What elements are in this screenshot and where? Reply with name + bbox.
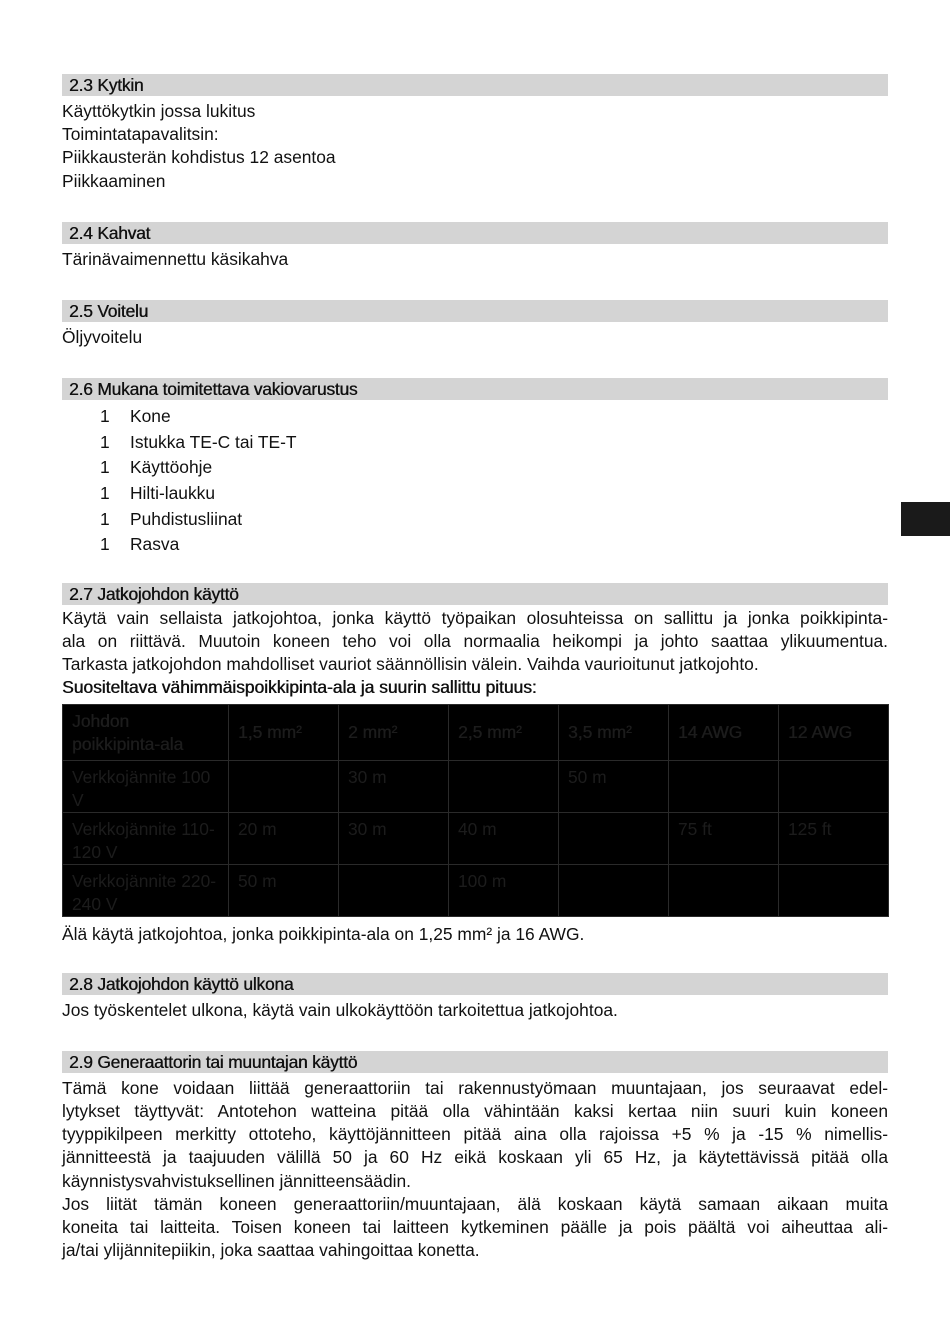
table-cell (229, 761, 339, 813)
table-cell (779, 761, 889, 813)
section-body (62, 999, 888, 1022)
section-paragraph (62, 1077, 888, 1193)
table-cell: 20 m (229, 813, 339, 865)
text-line: Piikkausterän kohdistus 12 asentoa (62, 147, 336, 168)
item-text: Hilti-laukku (130, 482, 216, 503)
section-body (62, 100, 888, 193)
text-line: Piikkaaminen (62, 170, 166, 191)
section-heading: 2.3 Kytkin (62, 74, 888, 96)
table-cell (669, 865, 779, 917)
table-cell (559, 813, 669, 865)
extension-cord-table (62, 704, 889, 917)
text-line: Käytä vain sellaista jatkojohtoa, jonka käyttö työpaikan olosuhteissa on sallittu ja jonka poikkipinta- (62, 607, 888, 628)
table-cell: 30 m (339, 761, 449, 813)
text-line: Tämä kone voidaan liittää generaattoriin tai rakennustyömaan muuntajaan, jos seuraavat edel- (62, 1077, 888, 1098)
text-line: Toimintatapavalitsin: (62, 124, 219, 145)
table-cell: Verkkojännite 220-240 V (63, 865, 229, 917)
table-header-cell: 2,5 mm² (449, 705, 559, 761)
table-caption: Suositeltava vähimmäispoikkipinta-ala ja suurin sallittu pituus: (62, 677, 537, 698)
text-line: Öljyvoitelu (62, 326, 143, 347)
list-item (62, 430, 888, 456)
section-heading: 2.6 Mukana toimitettava vakiovarustus (62, 378, 888, 400)
section-2-8 (62, 973, 888, 1022)
list-item (62, 404, 888, 430)
table-header-row (63, 705, 889, 761)
item-qty: 1 (100, 431, 110, 452)
text-line: Älä käytä jatkojohtoa, jonka poikkipinta-ala on 1,25 mm² ja 16 AWG. (62, 924, 585, 945)
section-body (62, 248, 888, 271)
table-header-cell: 12 AWG (779, 705, 889, 761)
table-cell: 50 m (559, 761, 669, 813)
table-header-cell: Johdon poikkipinta-ala (63, 705, 229, 761)
item-text: Käyttöohje (130, 457, 213, 478)
table-note (62, 923, 888, 946)
text-line: tyyppikilpeen merkitty ottoteho, käyttöjännitteen pitää aina olla rajoissa +5 % ja -15 % nimellis- (62, 1124, 888, 1145)
item-qty: 1 (100, 508, 110, 529)
section-2-3 (62, 74, 888, 193)
text-line: ala on riittävä. Muutoin koneen teho voi olla normaalia heikompi ja johto saattaa ylikuumentua. (62, 630, 888, 651)
language-tab-marker (901, 502, 950, 536)
list-item (62, 455, 888, 481)
table-row (63, 813, 889, 865)
text-line: lytykset täyttyvät: Antotehon watteina pitää olla vähintään kaksi kertaa niin suuri kuin koneen (62, 1101, 888, 1121)
section-heading: 2.9 Generaattorin tai muuntajan käyttö (62, 1051, 888, 1073)
text-line: Käyttökytkin jossa lukitus (62, 101, 256, 121)
section-2-9 (62, 1051, 888, 1263)
section-paragraph (62, 1193, 888, 1263)
table-header-cell: 2 mm² (339, 705, 449, 761)
text-line: jännitteestä ja taajuuden välillä 50 ja 60 Hz eikä koskaan yli 65 Hz, ja käytettävissä pitää olla (62, 1147, 888, 1168)
section-body (62, 326, 888, 349)
table-cell (339, 865, 449, 917)
table-header-cell: 1,5 mm² (229, 705, 339, 761)
section-heading: 2.5 Voitelu (62, 300, 888, 322)
item-text: Rasva (130, 534, 180, 555)
list-item (62, 481, 888, 507)
table-cell (669, 761, 779, 813)
text-line: Tärinävaimennettu käsikahva (62, 248, 289, 269)
section-2-7 (62, 583, 888, 947)
section-heading: 2.4 Kahvat (62, 222, 888, 244)
table-cell (449, 761, 559, 813)
text-line: käynnistysvahvistuksellinen jännitteensäädin. (62, 1170, 411, 1191)
text-line: koneita tai laitteita. Toisen koneen tai laitteen kytkeminen päälle ja pois päältä voi aiheuttaa ali- (62, 1216, 888, 1237)
table-header-cell: 3,5 mm² (559, 705, 669, 761)
item-text: Istukka TE-C tai TE-T (130, 431, 297, 452)
item-qty: 1 (100, 457, 110, 478)
table-cell: 40 m (449, 813, 559, 865)
table-cell: 50 m (229, 865, 339, 917)
text-line: Jos liität tämän koneen generaattoriin/muuntajaan, älä koskaan käytä samaan aikaan muita (62, 1193, 888, 1214)
section-2-4 (62, 222, 888, 271)
equipment-list (62, 404, 888, 558)
table-cell: 30 m (339, 813, 449, 865)
item-qty: 1 (100, 482, 110, 503)
item-text: Kone (130, 406, 171, 427)
text-line: ja/tai ylijännitepiikin, joka saattaa vahingoittaa konetta. (62, 1240, 480, 1261)
table-cell: Verkkojännite 110-120 V (63, 813, 229, 865)
item-qty: 1 (100, 406, 110, 427)
list-item (62, 532, 888, 558)
section-heading: 2.7 Jatkojohdon käyttö (62, 583, 888, 605)
section-2-6 (62, 378, 888, 558)
table-cell: 125 ft (779, 813, 889, 865)
section-2-5 (62, 300, 888, 349)
table-row (63, 865, 889, 917)
text-line: Tarkasta jatkojohdon mahdolliset vauriot säännöllisin välein. Vaihda vaurioitunut jatkojohto. (62, 654, 759, 675)
table-header-cell: 14 AWG (669, 705, 779, 761)
section-paragraph (62, 607, 888, 677)
table-cell: 75 ft (669, 813, 779, 865)
item-qty: 1 (100, 534, 110, 555)
item-text: Puhdistusliinat (130, 508, 243, 529)
table-cell (779, 865, 889, 917)
table-cell: Verkkojännite 100 V (63, 761, 229, 813)
text-line: Jos työskentelet ulkona, käytä vain ulkokäyttöön tarkoitettua jatkojohtoa. (62, 999, 618, 1020)
section-heading: 2.8 Jatkojohdon käyttö ulkona (62, 973, 888, 995)
page-content (62, 74, 888, 1262)
table-cell (559, 865, 669, 917)
table-row (63, 761, 889, 813)
list-item (62, 507, 888, 533)
table-cell: 100 m (449, 865, 559, 917)
